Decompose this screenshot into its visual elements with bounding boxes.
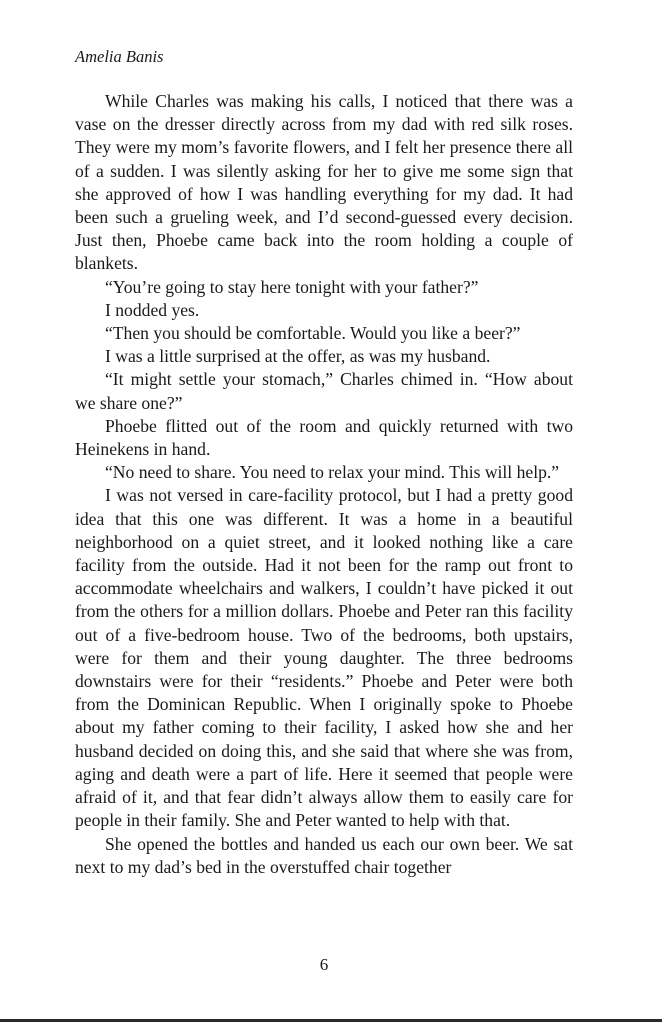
paragraph: She opened the bottles and handed us each our own beer. We sat next to my dad’s bed in the overstuffed chair together xyxy=(75,833,573,877)
paragraph: “You’re going to stay here tonight with your father?” xyxy=(105,276,479,297)
body-text xyxy=(75,90,573,879)
paragraph: “No need to share. You need to relax your mind. This will help.” xyxy=(105,462,560,483)
paragraph: “Then you should be comfortable. Would you like a beer?” xyxy=(105,323,521,344)
paragraph: I nodded yes. xyxy=(105,299,200,320)
paragraph: While Charles was making his calls, I noticed that there was a vase on the dresser directly across from my dad with red silk roses. They were my mom’s favorite flowers, and I felt her presence there all of a sudden. I was silently asking for her to give me some sign that she approved of how I was handling everything for my dad. It had been such a grueling week, and I’d second-guessed every decision. Just then, Phoebe came back into the room holding a couple of blankets. xyxy=(75,91,573,274)
paragraph: Phoebe flitted out of the room and quickly returned with two Heinekens in hand. xyxy=(75,415,573,460)
bottom-rule xyxy=(0,1019,662,1022)
page-number: 6 xyxy=(319,955,329,974)
running-head: Amelia Banis xyxy=(75,47,164,66)
paragraph: “It might settle your stomach,” Charles chimed in. “How about we share one?” xyxy=(75,369,573,413)
paragraph: I was not versed in care-facility protocol, but I had a pretty good idea that this one was different. It was a home in a beautiful neighborhood on a quiet street, and it looked nothing like a care facility from the outside. Had it not been for the ramp out front to accommodate wheelchairs and walkers, I couldn’t have picked it out from the others for a million dollars. Phoebe and Peter ran this facility out of a five-bedroom house. Two of the bedrooms, both upstairs, were for them and their young daughter. The three bedrooms downstairs were for their “residents.” Phoebe and Peter were both from the Dominican Republic. When I originally spoke to Phoebe about my father coming to their facility, I asked how she and her husband decided on doing this, and she said that where she was from, aging and death were a part of life. Here it seemed that people were afraid of it, and that fear didn’t always allow them to easily care for people in their family. She and Peter wanted to help with that. xyxy=(75,485,573,831)
paragraph: I was a little surprised at the offer, as was my husband. xyxy=(105,346,491,367)
